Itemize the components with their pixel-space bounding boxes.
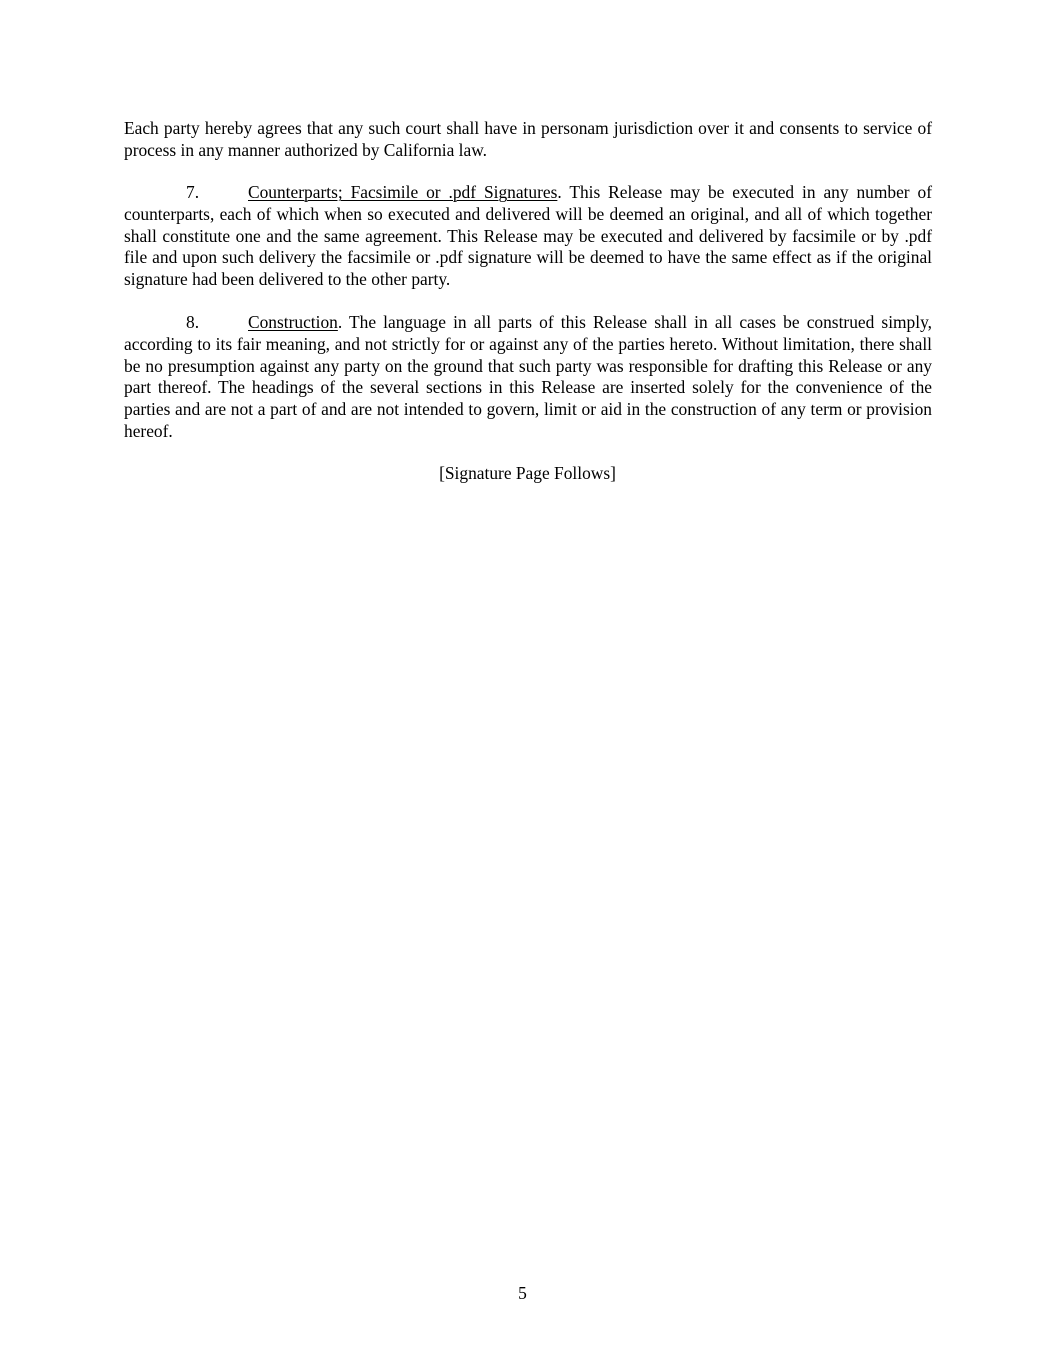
section-7 — [124, 182, 932, 291]
section-7-body: . This Release may be executed in any number of counterparts, each of which when so executed and delivered will be deemed an original, and all of which together shall constitute one and the same agreement. This Release may be executed and delivered by facsimile or by .pdf file and upon such delivery the facsimile or .pdf signature will be deemed to have the same effect as if the original signature had been delivered to the other party. — [124, 182, 932, 290]
signature-page-follows-note: [Signature Page Follows] — [439, 463, 616, 483]
section-8 — [124, 312, 932, 443]
section-7-number: 7. — [186, 182, 200, 202]
section-8-heading: Construction — [248, 312, 338, 332]
page-number: 5 — [518, 1283, 527, 1303]
continued-paragraph: Each party hereby agrees that any such court shall have in personam jurisdiction over it and consents to service of process in any manner authorized by California law. — [124, 118, 932, 160]
section-8-number: 8. — [186, 312, 200, 332]
section-7-heading: Counterparts; Facsimile or .pdf Signatures — [248, 182, 558, 202]
section-8-body: . The language in all parts of this Release shall in all cases be construed simply, according to its fair meaning, and not strictly for or against any of the parties hereto. Without limitation, there shall be no presumption against any party on the ground that such party was responsible for drafting this Release or any part thereof. The headings of the several sections in this Release are inserted solely for the convenience of the parties and are not a part of and are not intended to govern, limit or aid in the construction of any term or provision hereof. — [124, 312, 932, 441]
